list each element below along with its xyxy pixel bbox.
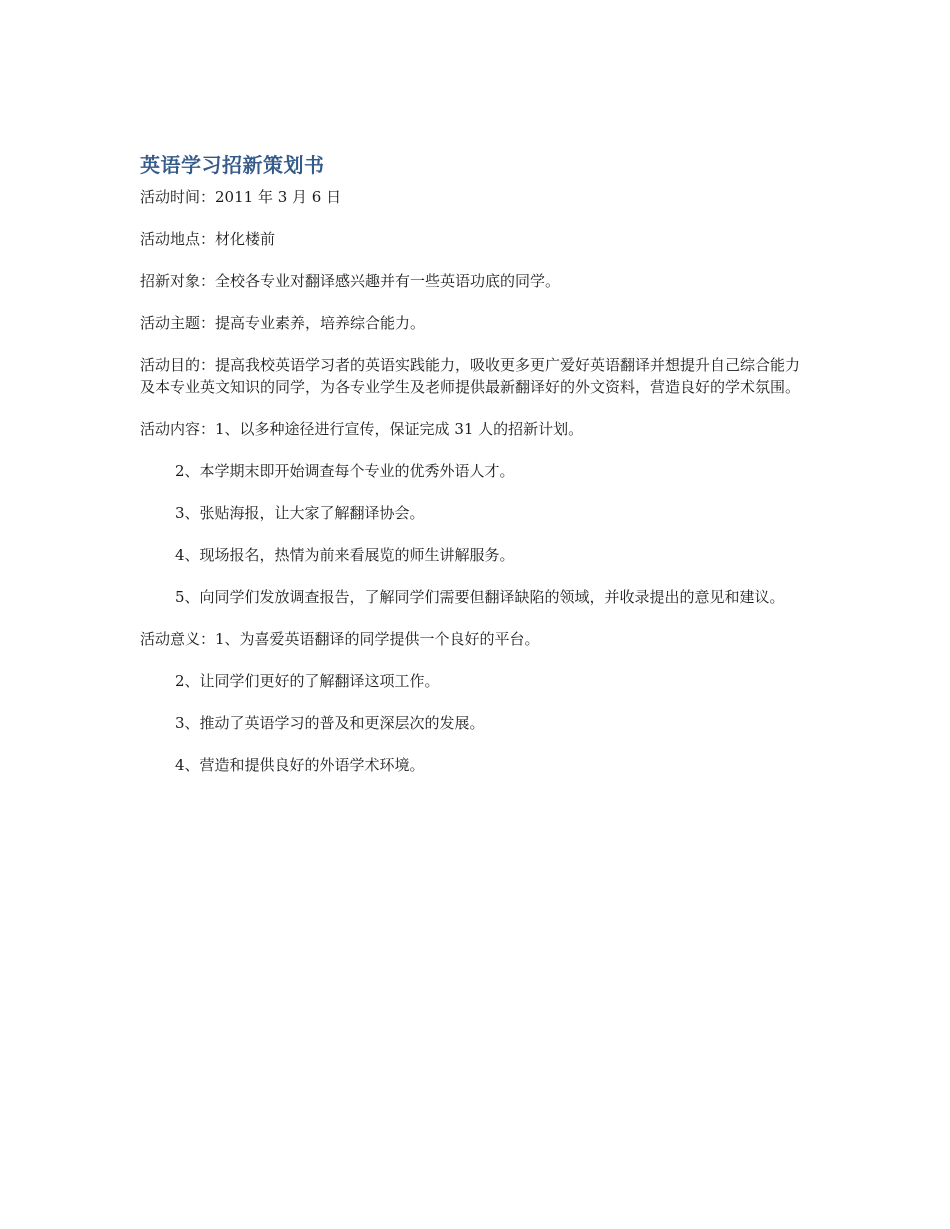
document-body [140, 150, 812, 796]
document-title: 英语学习招新策划书 [140, 153, 325, 177]
activity-time: 活动时间：2011 年 3 月 6 日 [140, 188, 342, 206]
activity-theme: 活动主题：提高专业素养，培养综合能力。 [140, 314, 426, 332]
significance-item: 4、营造和提供良好的外语学术环境。 [175, 756, 425, 774]
recruit-target: 招新对象：全校各专业对翻译感兴趣并有一些英语功底的同学。 [140, 272, 561, 290]
significance-item: 3、推动了英语学习的普及和更深层次的发展。 [175, 714, 485, 732]
significance-item: 2、让同学们更好的了解翻译这项工作。 [175, 672, 440, 690]
content-item: 活动内容：1、以多种途径进行宣传，保证完成 31 人的招新计划。 [140, 420, 584, 438]
activity-location: 活动地点：材化楼前 [140, 230, 276, 248]
significance-item: 活动意义：1、为喜爱英语翻译的同学提供一个良好的平台。 [140, 630, 540, 648]
content-item: 5、向同学们发放调查报告，了解同学们需要但翻译缺陷的领域，并收录提出的意见和建议。 [175, 588, 785, 606]
content-item: 2、本学期末即开始调查每个专业的优秀外语人才。 [175, 462, 515, 480]
content-item: 3、张贴海报，让大家了解翻译协会。 [175, 504, 425, 522]
content-item: 4、现场报名，热情为前来看展览的师生讲解服务。 [175, 546, 515, 564]
activity-purpose: 活动目的：提高我校英语学习者的英语实践能力，吸收更多更广爱好英语翻译并想提升自己综合能力及本专业英文知识的同学，为各专业学生及老师提供最新翻译好的外文资料，营造良好的学术氛围。 [140, 356, 801, 396]
